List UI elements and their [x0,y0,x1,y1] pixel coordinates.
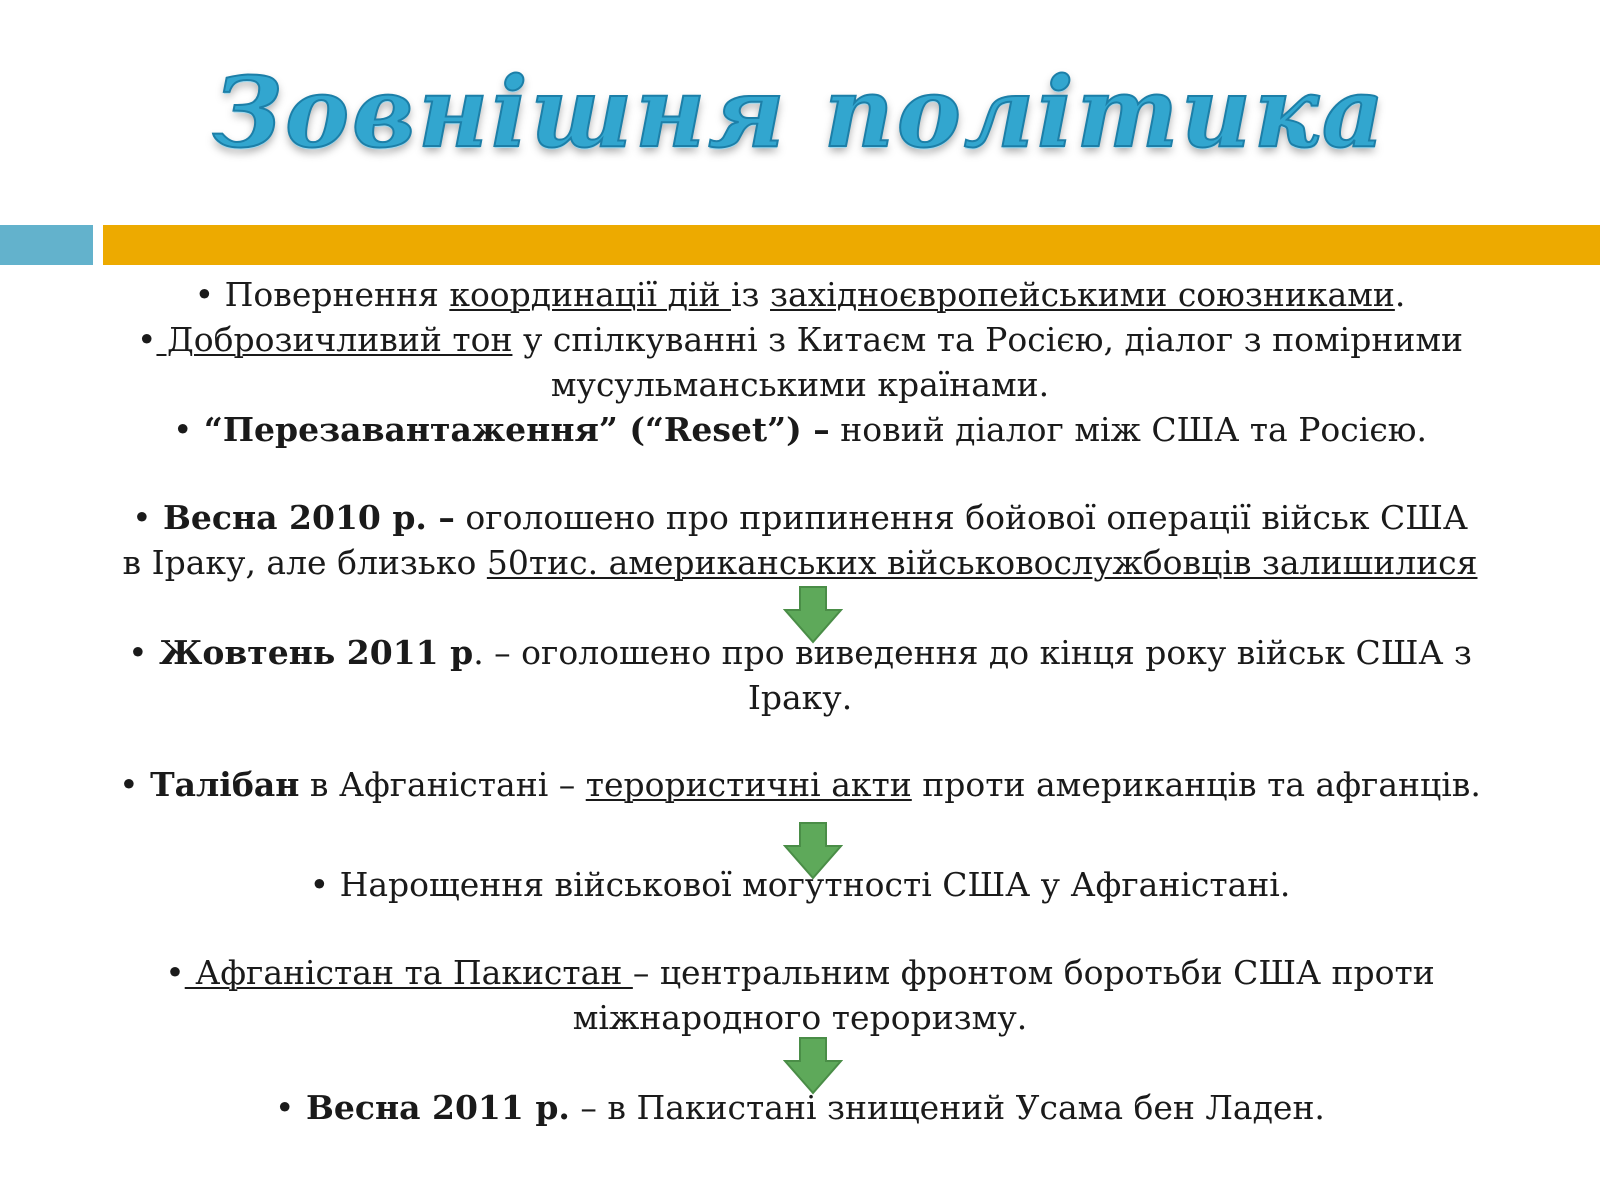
text: в Іраку, але близько [122,543,487,582]
text: у спілкуванні з Китаєм та Росією, діалог з помірними [512,320,1463,359]
bullet-spring-2010-line2 [40,540,1560,585]
bold-text: Талібан [138,765,300,804]
bullet-marker: • [172,410,193,449]
bullet-marker: • [132,498,152,537]
text: – в Пакистані знищений Усама бен Ладен. [569,1088,1325,1127]
text: Нарощення військової могутності США у Афганістані. [329,865,1291,904]
bullet-spring-2010 [40,495,1560,540]
text: . – оголошено про виведення до кінця року військ США з [473,633,1472,672]
accent-bar-orange [103,225,1600,265]
text: Повернення [214,275,450,314]
text: Іраку. [747,678,853,717]
text: в Афганістані – [299,765,586,804]
bullet-friendly-tone [40,317,1560,362]
underlined-text: Доброзичливий тон [156,320,513,359]
bullet-military-buildup [40,862,1560,907]
underlined-text: Афганістан та Пакистан [184,953,633,992]
bold-text: Жовтень 2011 р [147,633,474,672]
bullet-marker: • [165,953,185,992]
bullet-marker: • [194,275,215,314]
slide-title: Зовнішня політика [212,56,1388,169]
bold-text: Весна 2010 р. – [151,498,455,537]
text: – центральним фронтом боротьби США проти [632,953,1435,992]
bullet-taliban [40,762,1560,807]
bold-text: “Перезавантаження” (“Reset”) – [192,410,830,449]
bullet-spring-2011 [40,1085,1560,1130]
bullet-october-2011 [40,630,1560,675]
text: новий діалог між США та Росією. [829,410,1428,449]
underlined-text: 50тис. американських військовослужбовців залишилися [486,543,1478,582]
bullet-reset [40,407,1560,452]
underlined-text: терористичні акти [585,765,912,804]
bullet-marker: • [119,765,139,804]
text: проти американців та афганців. [911,765,1481,804]
text: мусульманськими країнами. [550,365,1050,404]
bullet-marker: • [309,865,330,904]
bullet-october-2011-line2 [40,675,1560,720]
bullet-afghanistan-pakistan [40,950,1560,995]
bullet-marker: • [128,633,148,672]
bullet-marker: • [136,320,157,359]
underlined-text: координації дій [449,275,731,314]
bullet-friendly-tone-line2 [40,362,1560,407]
accent-bar-blue [0,225,93,265]
bold-text: Весна 2011 р. [294,1088,570,1127]
text: із [730,275,771,314]
text: . [1394,275,1406,314]
bullet-marker: • [275,1088,295,1127]
bullet-coordination [40,272,1560,317]
text: міжнародного тероризму. [572,998,1028,1037]
text: оголошено про припинення бойової операції військ США [454,498,1468,537]
underlined-text: західноєвропейськими союзниками [770,275,1395,314]
bullet-afghanistan-pakistan-line2 [40,995,1560,1040]
